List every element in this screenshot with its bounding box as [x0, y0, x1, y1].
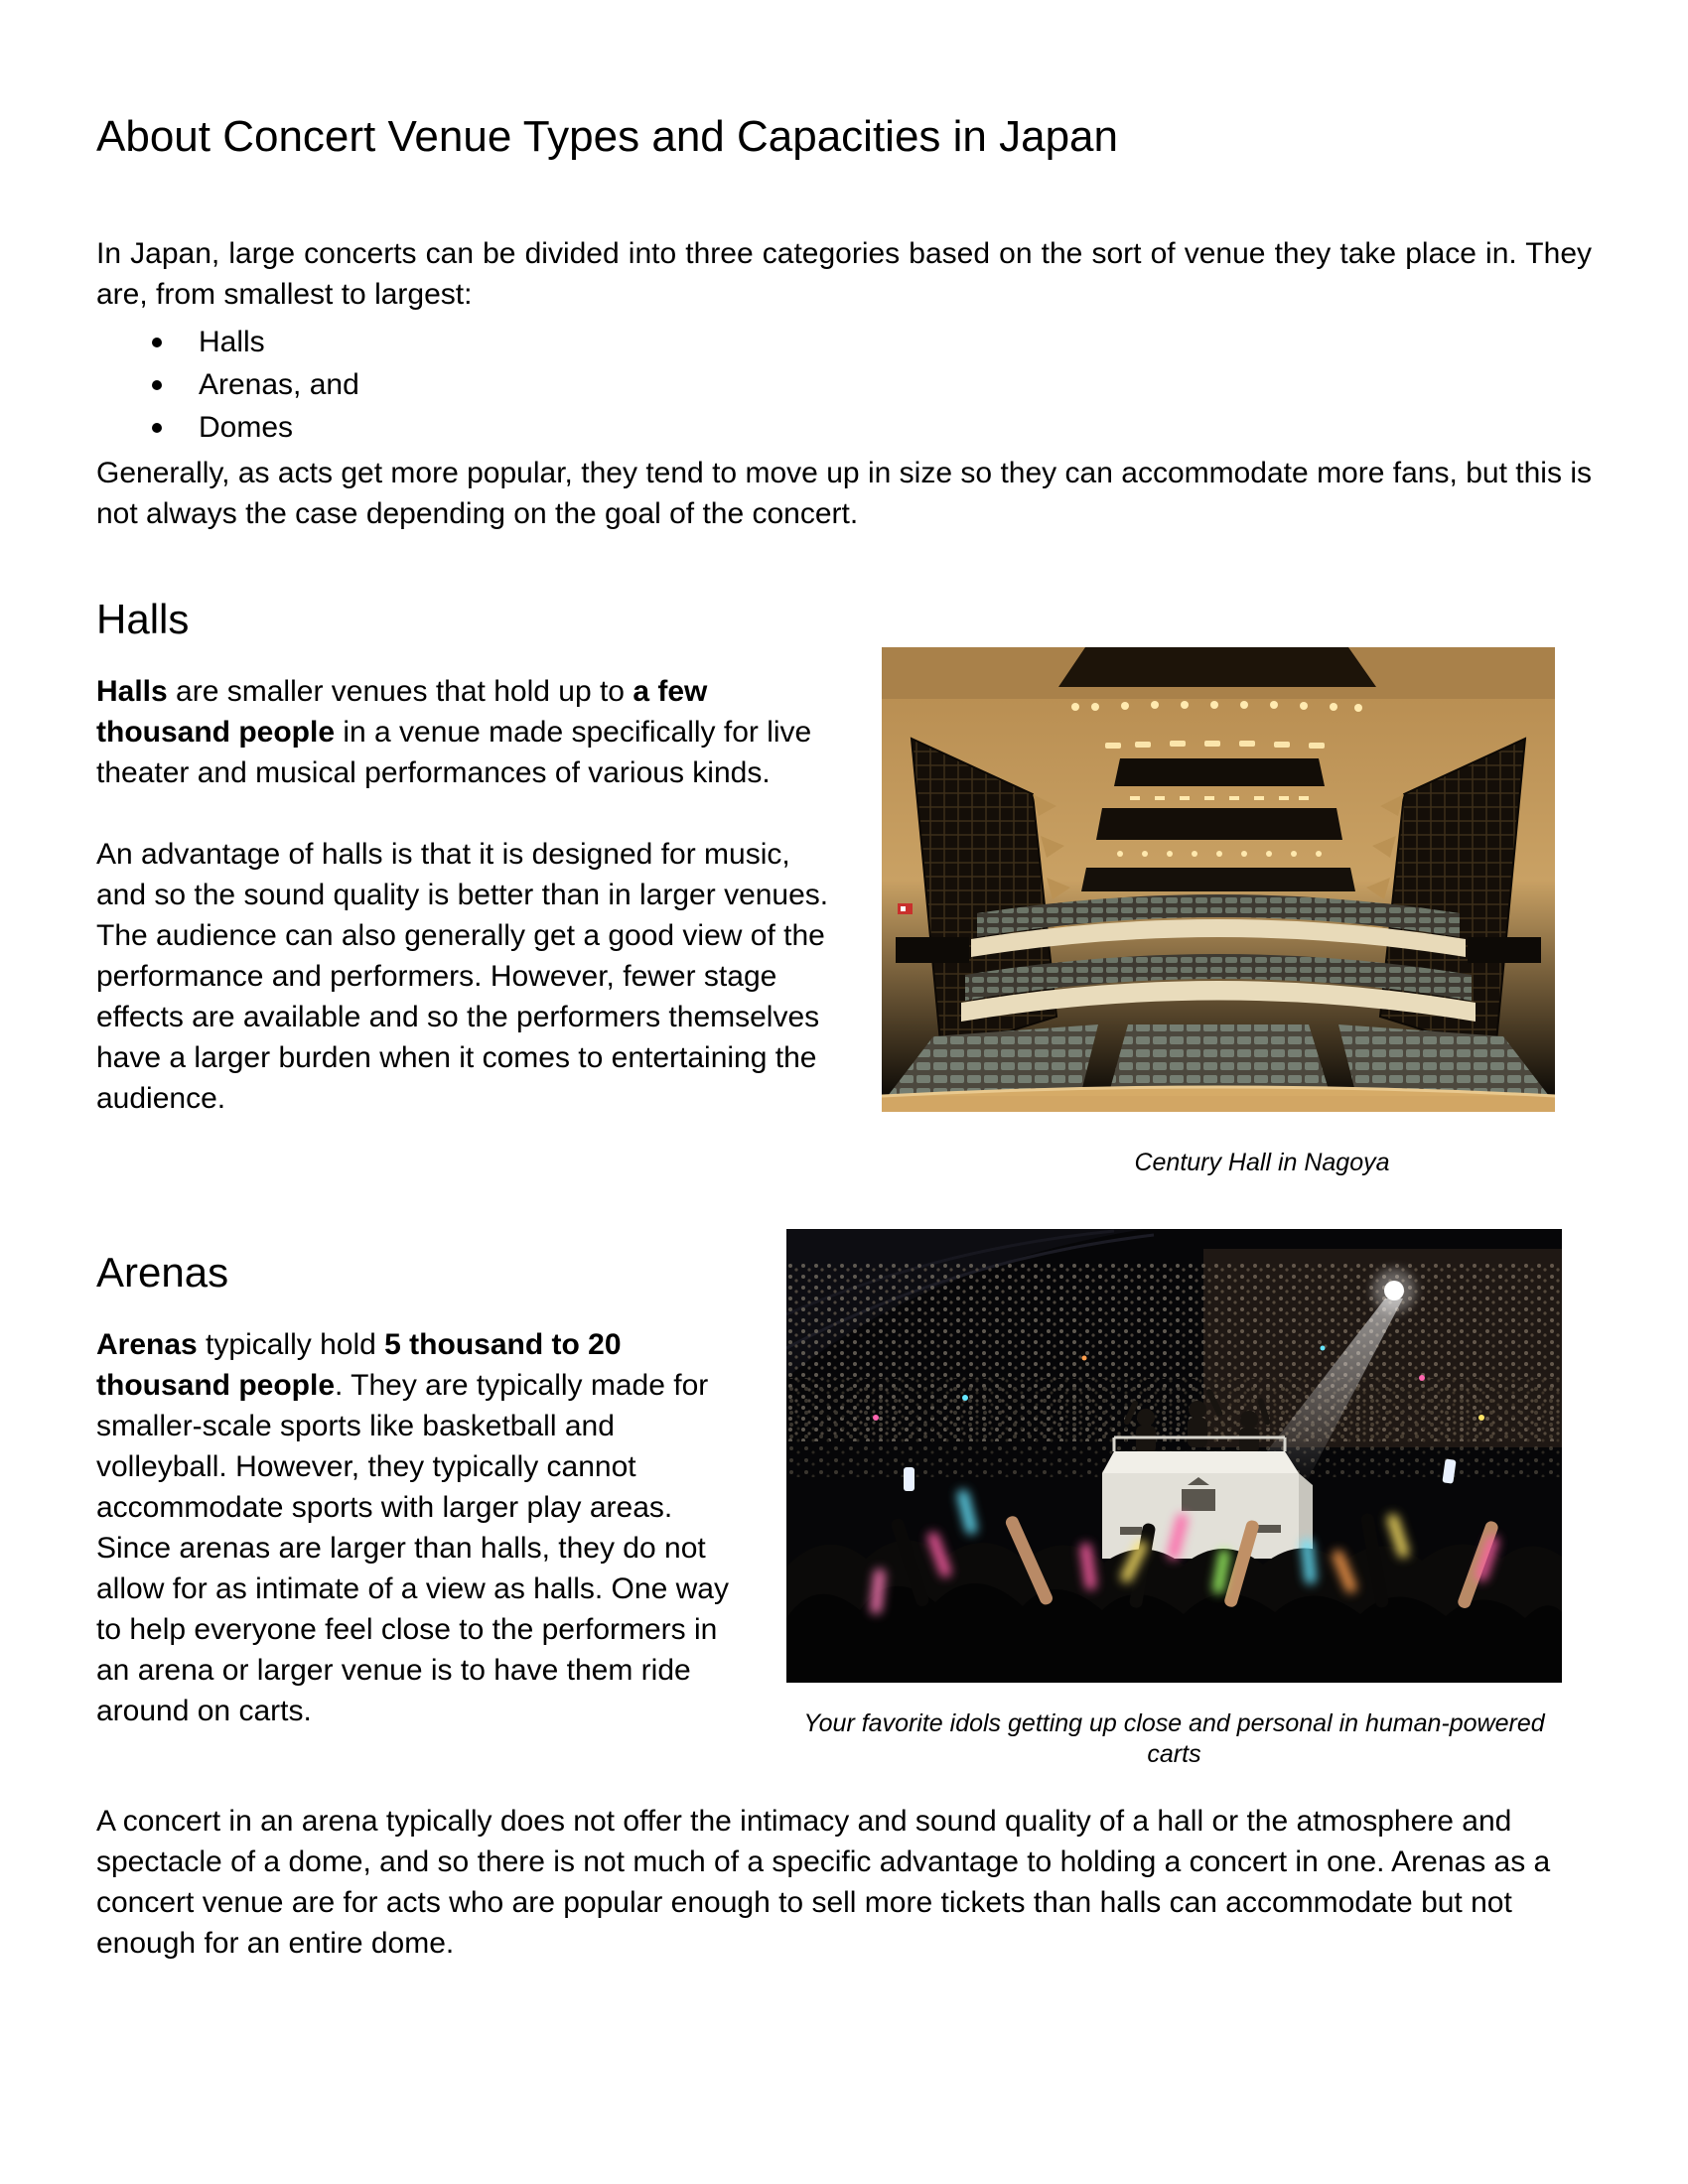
closing-paragraph: A concert in an arena typically does not offer the intimacy and sound quality of a hall or the atmosphere and spectacle of a dome, and so there is not much of a specific advantage to holding a concert in one. Arenas as a concert venue are for acts who are popular enough to sell more tickets than halls can accommodate but not enough for an entire dome. — [96, 1804, 1551, 1960]
hall-figure — [882, 647, 1555, 1178]
arenas-text-column — [96, 1297, 744, 1731]
intro-paragraph: In Japan, large concerts can be divided into three categories based on the sort of venue they take place in. They are, from smallest to largest: — [96, 236, 1592, 311]
arena-photo — [786, 1229, 1562, 1683]
halls-paragraph-1: Halls are smaller venues that hold up to a few thousand people in a venue made specifically for live theater and musical performances of various kinds. — [96, 674, 812, 789]
halls-text-column — [96, 643, 836, 1119]
arenas-paragraph-1: Arenas typically hold 5 thousand to 20 thousand people. They are typically made for smaller-scale sports like basketball and volleyball. However, they typically cannot accommodate sports with larger play areas. Since arenas are larger than halls, they do not allow for as intimate of a view as halls. One way to help everyone feel close to the performers in an arena or larger venue is to have them ride around on carts. — [96, 1327, 729, 1727]
list-item-domes: Domes — [96, 406, 1592, 449]
hall-caption: Century Hall in Nagoya — [1134, 1148, 1390, 1176]
list-item-halls: Halls — [96, 321, 1592, 363]
halls-heading: Halls — [96, 595, 190, 642]
arena-caption: Your favorite idols getting up close and personal in human-powered carts — [803, 1708, 1545, 1768]
arena-figure — [786, 1229, 1562, 1770]
hall-photo — [882, 647, 1555, 1112]
intro-continuation-paragraph: Generally, as acts get more popular, they tend to move up in size so they can accommodate more fans, but this is not always the case depending on the goal of the concert. — [96, 456, 1592, 530]
halls-section — [96, 596, 1592, 1183]
halls-paragraph-2: An advantage of halls is that it is designed for music, and so the sound quality is better than in larger venues. The audience can also generally get a good view of the performance and performers. However, fewer stage effects are available and so the performers themselves have a larger burden when it comes to entertaining the audience. — [96, 837, 829, 1115]
arenas-heading: Arenas — [96, 1248, 229, 1296]
arenas-section — [96, 1248, 1592, 1768]
page-title: About Concert Venue Types and Capacities in Japan — [96, 112, 1118, 161]
venue-type-list — [96, 321, 1592, 449]
list-item-arenas: Arenas, and — [96, 363, 1592, 406]
